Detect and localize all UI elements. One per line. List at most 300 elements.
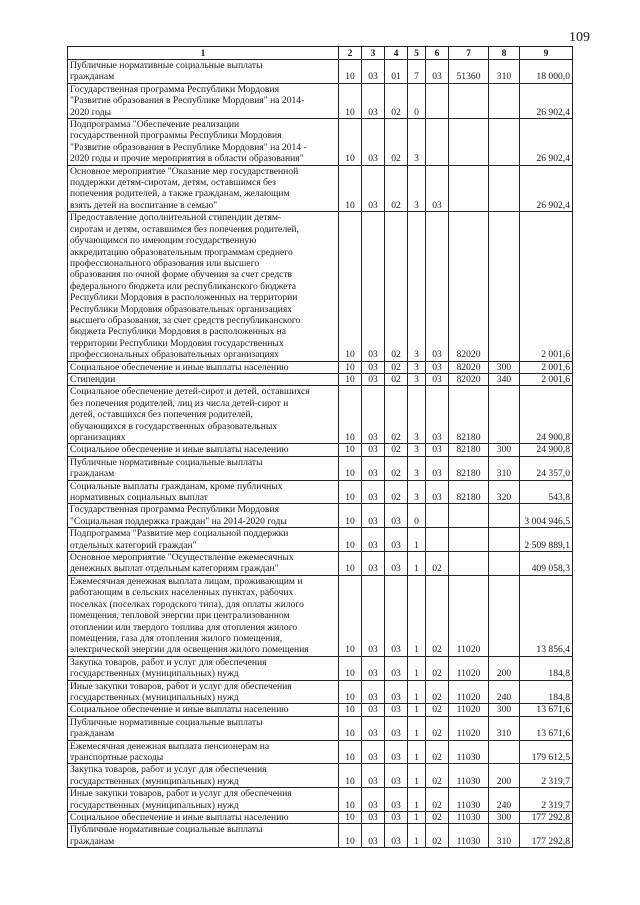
code-cell-c5: 1 xyxy=(408,812,426,824)
row-name-line: 2020 годы и прочие мероприятия в области образования" xyxy=(70,153,304,165)
code-cell-c8: 300 xyxy=(489,704,520,716)
amount-cell: 184,8 xyxy=(520,656,573,680)
code-cell-c5: 3 xyxy=(408,386,426,444)
code-cell-c8 xyxy=(489,740,520,764)
code-cell-c3: 03 xyxy=(362,212,385,361)
amount-cell: 2 509 889,1 xyxy=(520,528,573,552)
code-cell-c7: 11030 xyxy=(449,764,489,788)
row-name-line: Предоставление дополнительной стипендии детям- xyxy=(70,212,282,224)
row-name-line: денежных выплат отдельным категориям граждан" xyxy=(70,563,279,575)
code-cell-c4: 03 xyxy=(385,824,408,848)
code-cell-c2: 10 xyxy=(339,552,362,576)
row-name-line: Основное мероприятие "Оказание мер государственной xyxy=(70,165,299,177)
row-name-cell xyxy=(68,704,339,716)
row-name-line: государственной программы Республики Мордовия xyxy=(70,130,282,142)
code-cell-c8: 300 xyxy=(489,444,520,456)
code-cell-c2: 10 xyxy=(339,528,362,552)
code-cell-c7: 11030 xyxy=(449,812,489,824)
code-cell-c6: 02 xyxy=(426,552,449,576)
code-cell-c8 xyxy=(489,552,520,576)
code-cell-c7: 82180 xyxy=(449,480,489,504)
code-cell-c3: 03 xyxy=(362,456,385,480)
code-cell-c2: 10 xyxy=(339,740,362,764)
row-name-line: гражданам xyxy=(70,835,115,847)
row-name-line: помещения, тепловой энергии при централизованном xyxy=(70,610,290,622)
code-cell-c5: 3 xyxy=(408,165,426,212)
table-row xyxy=(68,575,573,656)
code-cell-c5: 1 xyxy=(408,716,426,740)
table-row xyxy=(68,764,573,788)
table-row xyxy=(68,552,573,576)
row-name-line: Социальное обеспечение детей-сирот и детей, оставшихся xyxy=(70,386,310,398)
code-cell-c5: 0 xyxy=(408,504,426,528)
code-cell-c3: 03 xyxy=(362,704,385,716)
row-name-line: Закупка товаров, работ и услуг для обеспечения xyxy=(70,656,267,668)
row-name-line: Социальное обеспечение и иные выплаты населению xyxy=(70,704,289,716)
row-name-line: Публичные нормативные социальные выплаты xyxy=(70,60,263,71)
row-name-line: Республики Мордовия в расположенных на территории xyxy=(70,292,298,304)
code-cell-c7: 82020 xyxy=(449,361,489,373)
code-cell-c4: 02 xyxy=(385,480,408,504)
code-cell-c4: 02 xyxy=(385,373,408,385)
code-cell-c2: 10 xyxy=(339,119,362,166)
row-name-line: Социальное обеспечение и иные выплаты населению xyxy=(70,812,289,823)
code-cell-c7: 82180 xyxy=(449,444,489,456)
row-name-line: обучающихся в государственных образовательных xyxy=(70,420,278,432)
table-row xyxy=(68,656,573,680)
row-name-cell xyxy=(68,165,339,212)
row-name-cell xyxy=(68,656,339,680)
amount-cell: 2 001,6 xyxy=(520,212,573,361)
code-cell-c4: 02 xyxy=(385,119,408,166)
code-cell-c5: 1 xyxy=(408,528,426,552)
row-name-cell xyxy=(68,716,339,740)
amount-cell: 177 292,8 xyxy=(520,824,573,848)
code-cell-c3: 03 xyxy=(362,444,385,456)
row-name-line: 2020 годы xyxy=(70,106,112,118)
code-cell-c7 xyxy=(449,119,489,166)
code-cell-c2: 10 xyxy=(339,373,362,385)
row-name-line: гражданам xyxy=(70,468,115,480)
code-cell-c5: 1 xyxy=(408,552,426,576)
code-cell-c8 xyxy=(489,504,520,528)
code-cell-c8 xyxy=(489,575,520,656)
code-cell-c6: 03 xyxy=(426,60,449,84)
code-cell-c4: 03 xyxy=(385,656,408,680)
code-cell-c2: 10 xyxy=(339,361,362,373)
code-cell-c5: 3 xyxy=(408,480,426,504)
code-cell-c4: 01 xyxy=(385,60,408,84)
code-cell-c3: 03 xyxy=(362,575,385,656)
code-cell-c7: 51360 xyxy=(449,60,489,84)
code-cell-c8: 310 xyxy=(489,60,520,84)
row-name-line: Социальное обеспечение и иные выплаты населению xyxy=(70,444,289,456)
code-cell-c4: 03 xyxy=(385,575,408,656)
header-cell: 8 xyxy=(489,47,520,60)
row-name-line: Стипендии xyxy=(70,373,116,385)
row-name-cell xyxy=(68,386,339,444)
row-name-line: гражданам xyxy=(70,71,115,83)
code-cell-c3: 03 xyxy=(362,361,385,373)
table-row xyxy=(68,212,573,361)
code-cell-c6 xyxy=(426,504,449,528)
row-name-cell xyxy=(68,361,339,373)
row-name-line: Ежемесячная денежная выплата пенсионерам на xyxy=(70,740,270,752)
row-name-line: федерального бюджета или республиканского бюджета xyxy=(70,280,296,292)
row-name-line: без попечения родителей, лиц из числа детей-сирот и xyxy=(70,397,289,409)
code-cell-c6: 03 xyxy=(426,373,449,385)
row-name-line: Ежемесячная денежная выплата лицам, проживающим и xyxy=(70,575,303,587)
code-cell-c3: 03 xyxy=(362,60,385,84)
table-row xyxy=(68,361,573,373)
code-cell-c4: 03 xyxy=(385,528,408,552)
code-cell-c6: 02 xyxy=(426,656,449,680)
code-cell-c7 xyxy=(449,83,489,118)
code-cell-c5: 3 xyxy=(408,444,426,456)
code-cell-c2: 10 xyxy=(339,575,362,656)
code-cell-c7 xyxy=(449,552,489,576)
row-name-cell xyxy=(68,824,339,848)
code-cell-c5: 3 xyxy=(408,373,426,385)
row-name-line: Публичные нормативные социальные выплаты xyxy=(70,456,263,468)
code-cell-c5: 3 xyxy=(408,212,426,361)
code-cell-c2: 10 xyxy=(339,716,362,740)
code-cell-c3: 03 xyxy=(362,812,385,824)
code-cell-c4: 02 xyxy=(385,456,408,480)
table-row xyxy=(68,373,573,385)
code-cell-c8 xyxy=(489,83,520,118)
code-cell-c5: 3 xyxy=(408,361,426,373)
row-name-cell xyxy=(68,212,339,361)
code-cell-c5: 7 xyxy=(408,60,426,84)
row-name-line: территории Республики Мордовия государственных xyxy=(70,337,284,349)
code-cell-c8: 310 xyxy=(489,716,520,740)
code-cell-c8: 240 xyxy=(489,680,520,704)
row-name-line: поддержки детям-сиротам, детям, оставшимся без xyxy=(70,177,276,189)
code-cell-c3: 03 xyxy=(362,764,385,788)
row-name-cell xyxy=(68,764,339,788)
code-cell-c7 xyxy=(449,165,489,212)
amount-cell: 2 001,6 xyxy=(520,373,573,385)
code-cell-c6 xyxy=(426,119,449,166)
code-cell-c3: 03 xyxy=(362,824,385,848)
code-cell-c2: 10 xyxy=(339,764,362,788)
amount-cell: 3 004 946,5 xyxy=(520,504,573,528)
amount-cell: 543,8 xyxy=(520,480,573,504)
code-cell-c3: 03 xyxy=(362,119,385,166)
code-cell-c2: 10 xyxy=(339,704,362,716)
code-cell-c8: 310 xyxy=(489,456,520,480)
row-name-line: работающим в сельских населенных пунктах, рабочих xyxy=(70,587,294,599)
table-row xyxy=(68,60,573,84)
code-cell-c7: 11030 xyxy=(449,788,489,812)
code-cell-c4: 03 xyxy=(385,764,408,788)
code-cell-c3: 03 xyxy=(362,504,385,528)
code-cell-c5: 1 xyxy=(408,575,426,656)
code-cell-c6: 02 xyxy=(426,716,449,740)
row-name-line: профессионального образования или высшего xyxy=(70,257,260,269)
row-name-line: бюджета Республики Мордовия в расположенных на xyxy=(70,326,287,338)
table-row xyxy=(68,716,573,740)
row-name-line: Иные закупки товаров, работ и услуг для обеспечения xyxy=(70,680,292,692)
amount-cell: 26 902,4 xyxy=(520,119,573,166)
row-name-cell xyxy=(68,528,339,552)
code-cell-c6 xyxy=(426,83,449,118)
amount-cell: 26 902,4 xyxy=(520,165,573,212)
table-row xyxy=(68,456,573,480)
row-name-line: профессиональных образовательных организациях xyxy=(70,349,279,361)
code-cell-c5: 3 xyxy=(408,119,426,166)
code-cell-c4: 02 xyxy=(385,361,408,373)
code-cell-c2: 10 xyxy=(339,60,362,84)
code-cell-c6: 03 xyxy=(426,480,449,504)
amount-cell: 2 319,7 xyxy=(520,788,573,812)
row-name-line: Подпрограмма "Обеспечение реализации xyxy=(70,119,240,131)
header-cell: 9 xyxy=(520,47,573,60)
code-cell-c6: 03 xyxy=(426,386,449,444)
row-name-cell xyxy=(68,480,339,504)
row-name-line: Закупка товаров, работ и услуг для обеспечения xyxy=(70,764,267,776)
table-row xyxy=(68,528,573,552)
row-name-line: Публичные нормативные социальные выплаты xyxy=(70,716,263,728)
row-name-line: образования по очной форме обучения за счет средств xyxy=(70,269,293,281)
table-row xyxy=(68,504,573,528)
row-name-line: государственных (муниципальных) нужд xyxy=(70,691,239,703)
code-cell-c2: 10 xyxy=(339,656,362,680)
code-cell-c3: 03 xyxy=(362,740,385,764)
code-cell-c6: 03 xyxy=(426,456,449,480)
code-cell-c8: 300 xyxy=(489,812,520,824)
row-name-cell xyxy=(68,60,339,84)
code-cell-c7: 11030 xyxy=(449,740,489,764)
row-name-line: аккредитацию образовательным программам среднего xyxy=(70,246,293,258)
code-cell-c6: 03 xyxy=(426,444,449,456)
amount-cell: 179 612,5 xyxy=(520,740,573,764)
code-cell-c4: 02 xyxy=(385,212,408,361)
code-cell-c6: 03 xyxy=(426,165,449,212)
code-cell-c2: 10 xyxy=(339,83,362,118)
row-name-line: высшего образования, за счет средств республиканского xyxy=(70,314,301,326)
code-cell-c8 xyxy=(489,386,520,444)
code-cell-c2: 10 xyxy=(339,504,362,528)
row-name-line: Публичные нормативные социальные выплаты xyxy=(70,824,263,836)
code-cell-c7: 82020 xyxy=(449,373,489,385)
row-name-line: сиротам и детям, оставшимся без попечения родителей, xyxy=(70,223,299,235)
code-cell-c4: 03 xyxy=(385,552,408,576)
amount-cell: 177 292,8 xyxy=(520,812,573,824)
row-name-line: Социальное обеспечение и иные выплаты населению xyxy=(70,361,289,373)
header-cell: 7 xyxy=(449,47,489,60)
code-cell-c2: 10 xyxy=(339,212,362,361)
table-row xyxy=(68,480,573,504)
code-cell-c2: 10 xyxy=(339,788,362,812)
row-name-line: транспортные расходы xyxy=(70,751,164,763)
code-cell-c2: 10 xyxy=(339,386,362,444)
code-cell-c6 xyxy=(426,528,449,552)
table-row xyxy=(68,788,573,812)
code-cell-c8 xyxy=(489,119,520,166)
amount-cell: 24 900,8 xyxy=(520,444,573,456)
code-cell-c8: 300 xyxy=(489,361,520,373)
row-name-line: Основное мероприятие "Осуществление ежемесячных xyxy=(70,552,294,564)
table-row xyxy=(68,704,573,716)
table-row xyxy=(68,165,573,212)
row-name-line: обучающимся по имеющим государственную xyxy=(70,235,257,247)
code-cell-c7: 11020 xyxy=(449,704,489,716)
code-cell-c7: 11020 xyxy=(449,680,489,704)
code-cell-c2: 10 xyxy=(339,444,362,456)
code-cell-c8 xyxy=(489,528,520,552)
row-name-line: отдельных категорий граждан" xyxy=(70,539,197,551)
table-row xyxy=(68,812,573,824)
code-cell-c5: 1 xyxy=(408,740,426,764)
table-row xyxy=(68,680,573,704)
amount-cell: 13 671,6 xyxy=(520,716,573,740)
code-cell-c4: 03 xyxy=(385,812,408,824)
row-name-line: государственных (муниципальных) нужд xyxy=(70,668,239,680)
code-cell-c3: 03 xyxy=(362,716,385,740)
code-cell-c2: 10 xyxy=(339,456,362,480)
code-cell-c6: 02 xyxy=(426,704,449,716)
code-cell-c4: 03 xyxy=(385,704,408,716)
row-name-cell xyxy=(68,680,339,704)
header-cell: 5 xyxy=(408,47,426,60)
amount-cell: 26 902,4 xyxy=(520,83,573,118)
row-name-line: Подпрограмма "Развитие мер социальной поддержки xyxy=(70,528,289,540)
row-name-line: "Развитие образования в Республике Мордовия" на 2014 - xyxy=(70,141,307,153)
row-name-cell xyxy=(68,504,339,528)
code-cell-c8: 320 xyxy=(489,480,520,504)
code-cell-c3: 03 xyxy=(362,528,385,552)
code-cell-c3: 03 xyxy=(362,165,385,212)
table-body xyxy=(68,60,573,848)
code-cell-c5: 3 xyxy=(408,456,426,480)
code-cell-c2: 10 xyxy=(339,812,362,824)
header-cell: 3 xyxy=(362,47,385,60)
table-row xyxy=(68,444,573,456)
page-number: 109 xyxy=(569,30,590,45)
code-cell-c8 xyxy=(489,165,520,212)
code-cell-c3: 03 xyxy=(362,788,385,812)
amount-cell: 24 357,0 xyxy=(520,456,573,480)
code-cell-c6: 03 xyxy=(426,212,449,361)
row-name-cell xyxy=(68,456,339,480)
code-cell-c3: 03 xyxy=(362,373,385,385)
code-cell-c4: 02 xyxy=(385,83,408,118)
row-name-line: организациях xyxy=(70,432,126,443)
code-cell-c7 xyxy=(449,528,489,552)
code-cell-c4: 03 xyxy=(385,740,408,764)
row-name-line: Социальные выплаты гражданам, кроме публичных xyxy=(70,480,283,492)
header-cell: 4 xyxy=(385,47,408,60)
code-cell-c7: 11020 xyxy=(449,716,489,740)
row-name-cell xyxy=(68,552,339,576)
table-row xyxy=(68,119,573,166)
code-cell-c6: 03 xyxy=(426,361,449,373)
code-cell-c8: 200 xyxy=(489,656,520,680)
code-cell-c5: 1 xyxy=(408,824,426,848)
row-name-cell xyxy=(68,373,339,385)
row-name-line: попечения родителей, а также гражданам, желающим xyxy=(70,188,290,200)
code-cell-c6: 02 xyxy=(426,764,449,788)
code-cell-c7: 11020 xyxy=(449,656,489,680)
row-name-cell xyxy=(68,740,339,764)
header-cell: 1 xyxy=(68,47,339,60)
code-cell-c7: 82180 xyxy=(449,456,489,480)
code-cell-c4: 02 xyxy=(385,444,408,456)
code-cell-c6: 02 xyxy=(426,575,449,656)
code-cell-c2: 10 xyxy=(339,480,362,504)
row-name-line: Иные закупки товаров, работ и услуг для обеспечения xyxy=(70,788,292,800)
code-cell-c5: 1 xyxy=(408,764,426,788)
code-cell-c3: 03 xyxy=(362,656,385,680)
code-cell-c5: 1 xyxy=(408,680,426,704)
code-cell-c6: 02 xyxy=(426,788,449,812)
code-cell-c8 xyxy=(489,212,520,361)
table-row xyxy=(68,386,573,444)
amount-cell: 13 856,4 xyxy=(520,575,573,656)
code-cell-c2: 10 xyxy=(339,165,362,212)
row-name-line: гражданам xyxy=(70,728,115,740)
code-cell-c3: 03 xyxy=(362,83,385,118)
code-cell-c4: 03 xyxy=(385,504,408,528)
code-cell-c6: 02 xyxy=(426,812,449,824)
row-name-line: Государственная программа Республики Мордовия xyxy=(70,504,280,516)
code-cell-c2: 10 xyxy=(339,680,362,704)
code-cell-c5: 0 xyxy=(408,83,426,118)
row-name-line: помещения, газа для отопления жилого помещения, xyxy=(70,632,283,644)
row-name-cell xyxy=(68,812,339,824)
row-name-line: Республики Мордовия образовательных организациях xyxy=(70,303,293,315)
code-cell-c5: 1 xyxy=(408,704,426,716)
code-cell-c3: 03 xyxy=(362,386,385,444)
code-cell-c7 xyxy=(449,504,489,528)
code-cell-c5: 1 xyxy=(408,656,426,680)
code-cell-c7: 82180 xyxy=(449,386,489,444)
row-name-cell xyxy=(68,444,339,456)
row-name-line: отоплении или твердого топлива для отопления жилого xyxy=(70,621,298,633)
row-name-line: нормативных социальных выплат xyxy=(70,492,208,504)
code-cell-c7: 11020 xyxy=(449,575,489,656)
code-cell-c6: 02 xyxy=(426,680,449,704)
code-cell-c8: 340 xyxy=(489,373,520,385)
row-name-line: поселках (поселках городского типа), для оплаты жилого xyxy=(70,598,304,610)
row-name-line: государственных (муниципальных) нужд xyxy=(70,799,239,811)
row-name-cell xyxy=(68,575,339,656)
row-name-cell xyxy=(68,119,339,166)
code-cell-c4: 03 xyxy=(385,716,408,740)
row-name-line: электрической энергии для освещения жилого помещения xyxy=(70,644,309,656)
row-name-line: взять детей на воспитание в семью" xyxy=(70,199,218,211)
table-row xyxy=(68,740,573,764)
amount-cell: 24 900,8 xyxy=(520,386,573,444)
table-row xyxy=(68,824,573,848)
code-cell-c7: 82020 xyxy=(449,212,489,361)
amount-cell: 2 001,6 xyxy=(520,361,573,373)
code-cell-c3: 03 xyxy=(362,680,385,704)
row-name-line: детей, оставшихся без попечения родителей, xyxy=(70,409,253,421)
table-row xyxy=(68,83,573,118)
code-cell-c7: 11030 xyxy=(449,824,489,848)
code-cell-c4: 03 xyxy=(385,788,408,812)
header-row xyxy=(68,47,573,60)
amount-cell: 409 058,3 xyxy=(520,552,573,576)
amount-cell: 13 671,6 xyxy=(520,704,573,716)
header-cell: 6 xyxy=(426,47,449,60)
code-cell-c8: 240 xyxy=(489,788,520,812)
row-name-line: "Развитие образования в Республике Мордовия" на 2014- xyxy=(70,95,305,107)
code-cell-c8: 310 xyxy=(489,824,520,848)
